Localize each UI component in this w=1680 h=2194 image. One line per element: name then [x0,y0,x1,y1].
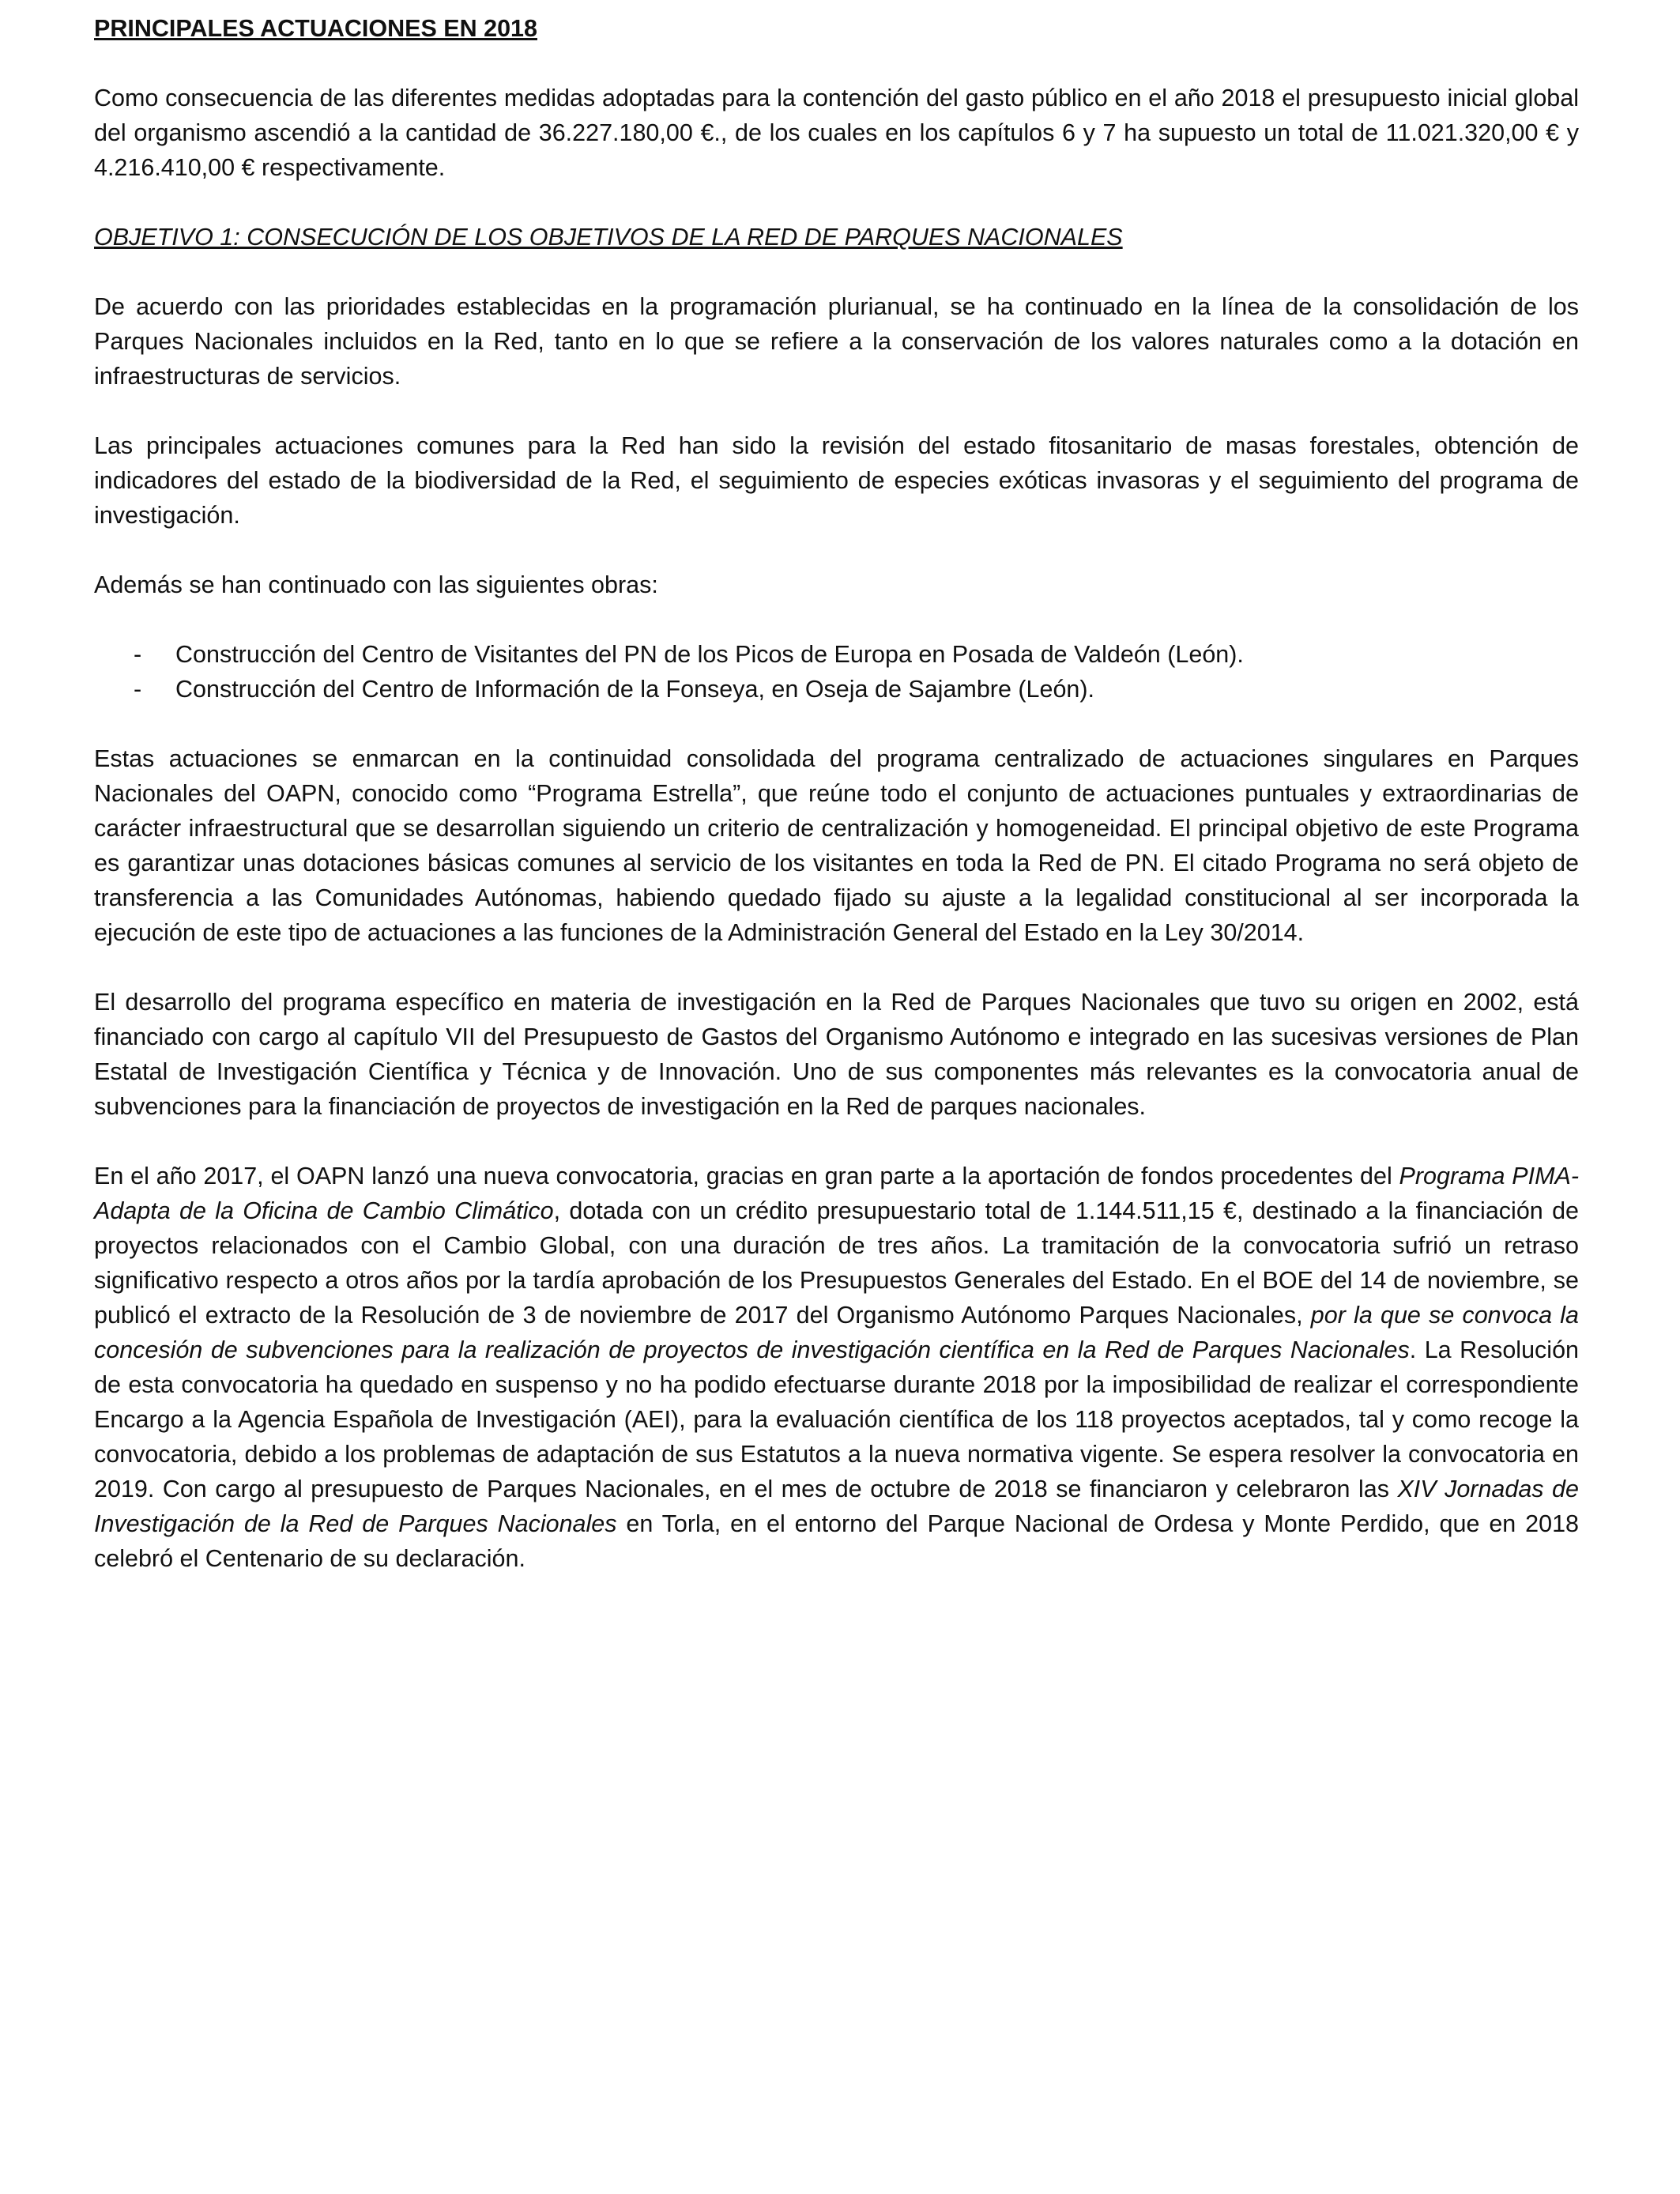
objective-title: OBJETIVO 1: CONSECUCIÓN DE LOS OBJETIVOS DE LA RED DE PARQUES NACIONALES [94,224,1123,251]
document-page [94,11,1579,1611]
text-run: , dotada con un crédito presupuestario total de 1.144.511,15 €, destinado a la financiación de proyectos relacionados con el Cambio Global, con una duración de tres años. La tramitación de la convocatoria sufrió un retraso significativo respecto a otros años por la tardía aprobación de los Presupuestos Generales del Estado. En el BOE del 14 de noviembre, se publicó el extracto de la Resolución de 3 de noviembre de 2017 del Organismo Autónomo Parques Nacionales, [94,1197,1579,1329]
intro-paragraph: Como consecuencia de las diferentes medidas adoptadas para la contención del gasto público en el año 2018 el presupuesto inicial global del organismo ascendió a la cantidad de 36.227.180,00 €., de los cuales en los capítulos 6 y 7 ha supuesto un total de 11.021.320,00 € y 4.216.410,00 € respectivamente. [94,85,1579,181]
italic-resolution-title: por la que se convoca la concesión de subvenciones para la realización de proyectos de investigación científica en la Red de Parques Nacionales [94,1302,1579,1363]
text-run: En el año 2017, el OAPN lanzó una nueva convocatoria, gracias en gran parte a la aportación de fondos procedentes del [94,1163,1399,1189]
paragraph-call-2017 [94,1159,1579,1576]
paragraph-works-intro: Además se han continuado con las siguientes obras: [94,571,658,598]
paragraph-programa-estrella: Estas actuaciones se enmarcan en la continuidad consolidada del programa centralizado de actuaciones singulares en Parques Nacionales del OAPN, conocido como “Programa Estrella”, que reúne todo el conjunto de actuaciones puntuales y extraordinarias de carácter infraestructural que se desarrollan siguiendo un criterio de centralización y homogeneidad. El principal objetivo de este Programa es garantizar unas dotaciones básicas comunes al servicio de los visitantes en toda la Red de PN. El citado Programa no será objeto de transferencia a las Comunidades Autónomas, habiendo quedado fijado su ajuste a la legalidad constitucional al ser incorporada la ejecución de este tipo de actuaciones a las funciones de la Administración General del Estado en la Ley 30/2014. [94,745,1579,946]
text-run: en Torla, en el entorno del Parque Nacional de Ordesa y Monte Perdido, que en 2018 celebró el Centenario de su declaración. [94,1510,1580,1572]
list-bullet: - [134,641,142,668]
text-run: . La Resolución de esta convocatoria ha quedado en suspenso y no ha podido efectuarse durante 2018 por la imposibilidad de realizar el correspondiente Encargo a la Agencia Española de Investigación (AEI), para la evaluación científica de los 118 proyectos aceptados, tal y como recoge la convocatoria, debido a los problemas de adaptación de sus Estatutos a la nueva normativa vigente. Se espera resolver la convocatoria en 2019. Con cargo al presupuesto de Parques Nacionales, en el mes de octubre de 2018 se financiaron y celebraron las [94,1336,1579,1502]
works-list [94,637,1579,707]
paragraph-research-program: El desarrollo del programa específico en materia de investigación en la Red de Parques Nacionales que tuvo su origen en 2002, está financiado con cargo al capítulo VII del Presupuesto de Gastos del Organismo Autónomo e integrado en las sucesivas versiones de Plan Estatal de Investigación Científica y Técnica y de Innovación. Uno de sus componentes más relevantes es la convocatoria anual de subvenciones para la financiación de proyectos de investigación en la Red de parques nacionales. [94,989,1579,1120]
paragraph-consolidation: De acuerdo con las prioridades establecidas en la programación plurianual, se ha continuado en la línea de la consolidación de los Parques Nacionales incluidos en la Red, tanto en lo que se refiere a la conservación de los valores naturales como a la dotación en infraestructuras de servicios. [94,293,1579,390]
list-item-text: Construcción del Centro de Visitantes del PN de los Picos de Europa en Posada de Valdeón (León). [175,641,1244,668]
document-title: PRINCIPALES ACTUACIONES EN 2018 [94,15,537,42]
list-item-text: Construcción del Centro de Información de la Fonseya, en Oseja de Sajambre (León). [175,676,1095,703]
paragraph-common-actions: Las principales actuaciones comunes para la Red han sido la revisión del estado fitosanitario de masas forestales, obtención de indicadores del estado de la biodiversidad de la Red, el seguimiento de especies exóticas invasoras y el seguimiento del programa de investigación. [94,432,1579,529]
list-item [94,672,1579,707]
italic-program-name: Programa PIMA-Adapta de la Oficina de Cambio Climático [94,1163,1579,1224]
list-item [94,637,1579,672]
list-bullet: - [134,676,142,703]
italic-event-name: XIV Jornadas de Investigación de la Red de Parques Nacionales [94,1476,1579,1537]
